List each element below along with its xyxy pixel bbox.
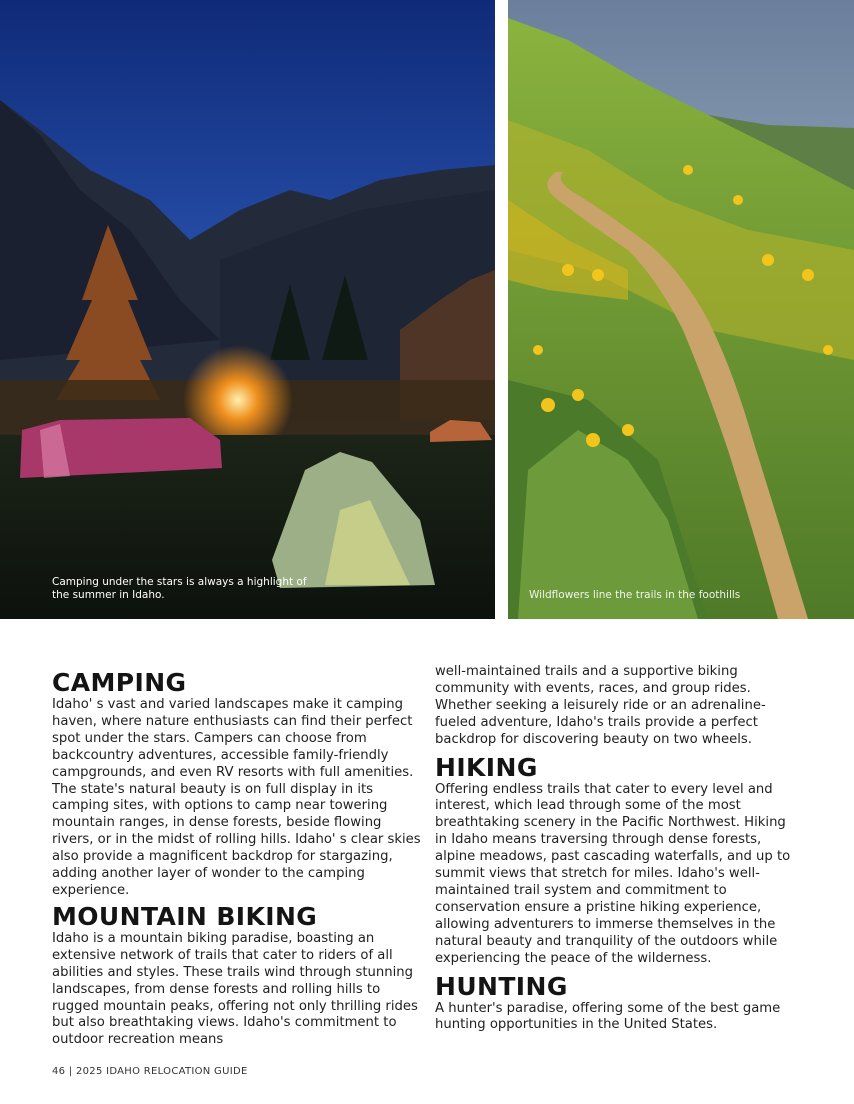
hunting-body: A hunter's paradise, offering some of the best game hunting opportunities in the United States. bbox=[435, 1000, 781, 1033]
mountain-biking-body: Idaho is a mountain biking paradise, boasting an extensive network of trails that cater to riders of all abilities and styles. These trails wind through stunning landscapes, from dense forests and rolling hills to rugged mountain peaks, offering not only thrilling rides but also breathtaking views. Idaho's commitment to outdoor recreation means bbox=[52, 930, 418, 1048]
camping-photo bbox=[0, 0, 495, 619]
wildflower-trail-photo bbox=[508, 0, 854, 619]
hiking-body: Offering endless trails that cater to every level and interest, which lead through some of the most breathtaking scenery in the Pacific Northwest. Hiking in Idaho means traversing through dense forests, alpine meadows, past cascading waterfalls, and up to summit views that stretch for miles. Idaho's well-maintained trail system and commitment to conservation ensure a pristine hiking experience, allowing adventurers to immerse themselves in the natural beauty and tranquility of the outdoors while experiencing the peace of the wilderness. bbox=[435, 781, 791, 966]
mountain-biking-body-continued: well-maintained trails and a supportive biking community with events, races, and group rides. Whether seeking a leisurely ride or an adrenaline-fueled adventure, Idaho's trails provide a perfect backdrop for discovering beauty on two wheels. bbox=[435, 664, 766, 747]
trail-photo-caption: Wildflowers line the trails in the foothills bbox=[529, 589, 741, 601]
hiking-heading: HIKING bbox=[435, 752, 538, 782]
mountain-biking-heading: MOUNTAIN BIKING bbox=[52, 901, 318, 931]
left-column bbox=[52, 664, 424, 1049]
camping-heading: CAMPING bbox=[52, 668, 187, 697]
hunting-heading: HUNTING bbox=[435, 971, 568, 1001]
right-column bbox=[435, 664, 791, 1034]
page-footer: 46 | 2025 IDAHO RELOCATION GUIDE bbox=[52, 1066, 248, 1077]
camping-body: Idaho' s vast and varied landscapes make it camping haven, where nature enthusiasts can find their perfect spot under the stars. Campers can choose from backcountry adventures, accessible family-friendly campgrounds, and even RV resorts with full amenities. The state's natural beauty is on full display in its camping sites, with options to camp near towering mountain ranges, in dense forests, beside flowing rivers, or in the midst of rolling hills. Idaho' s clear skies also provide a magnificent backdrop for stargazing, adding another layer of wonder to the camping experience. bbox=[52, 697, 421, 898]
camping-photo-caption: Camping under the stars is always a highlight of the summer in Idaho. bbox=[52, 576, 307, 601]
